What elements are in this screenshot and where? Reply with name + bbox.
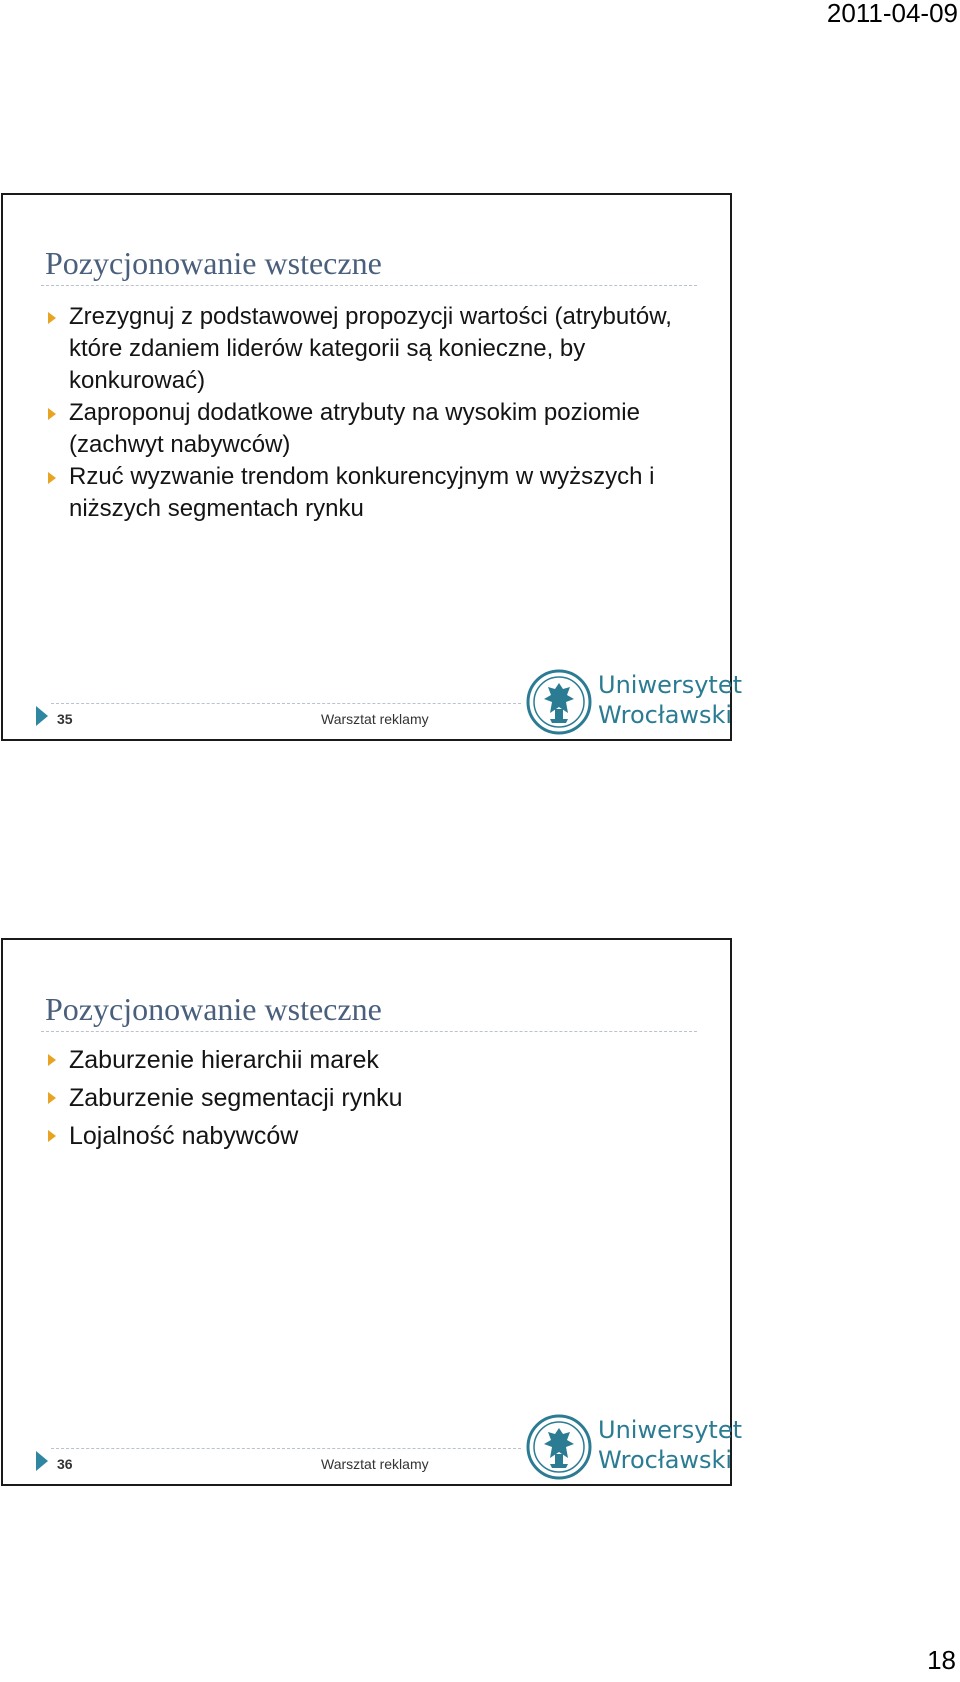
university-logo bbox=[526, 667, 742, 737]
bullet-item: Zaburzenie segmentacji rynku bbox=[45, 1079, 700, 1117]
slide-number: 35 bbox=[57, 711, 73, 727]
slide-number: 36 bbox=[57, 1456, 73, 1472]
logo-text-line-1: Uniwersytet bbox=[598, 1416, 742, 1444]
bullet-icon bbox=[48, 408, 56, 420]
title-divider bbox=[41, 285, 697, 286]
logo-text-line-1: Uniwersytet bbox=[598, 671, 742, 699]
logo-text-line-2: Wrocławski bbox=[598, 701, 733, 729]
bullet-icon bbox=[48, 312, 56, 324]
bullet-list bbox=[45, 301, 700, 525]
footer-divider bbox=[51, 1448, 521, 1449]
page-number: 18 bbox=[927, 1645, 956, 1675]
title-divider bbox=[41, 1031, 697, 1032]
slide-36 bbox=[1, 938, 742, 1486]
slide-35 bbox=[1, 193, 742, 741]
bullet-item: Lojalność nabywców bbox=[45, 1117, 700, 1155]
bullet-item: Zrezygnuj z podstawowej propozycji wartości (atrybutów, które zdaniem liderów kategorii są konieczne, by konkurować) bbox=[45, 301, 700, 397]
footer-divider bbox=[51, 703, 521, 704]
bullet-item: Zaburzenie hierarchii marek bbox=[45, 1041, 700, 1079]
footer-arrow-icon bbox=[36, 1451, 48, 1471]
bullet-item: Zaproponuj dodatkowe atrybuty na wysokim poziomie (zachwyt nabywców) bbox=[45, 397, 700, 461]
bullet-list bbox=[45, 1041, 700, 1155]
university-seal-icon bbox=[526, 669, 592, 735]
footer-text: Warsztat reklamy bbox=[321, 1456, 429, 1472]
bullet-icon bbox=[48, 1092, 56, 1104]
bullet-icon bbox=[48, 1130, 56, 1142]
bullet-item: Rzuć wyzwanie trendom konkurencyjnym w wyższych i niższych segmentach rynku bbox=[45, 461, 700, 525]
footer-arrow-icon bbox=[36, 706, 48, 726]
slide-title: Pozycjonowanie wsteczne bbox=[45, 245, 382, 281]
bullet-icon bbox=[48, 1054, 56, 1066]
bullet-icon bbox=[48, 472, 56, 484]
university-logo bbox=[526, 1412, 742, 1482]
university-seal-icon bbox=[526, 1414, 592, 1480]
footer-text: Warsztat reklamy bbox=[321, 711, 429, 727]
page-date: 2011-04-09 bbox=[826, 0, 958, 28]
slide-title: Pozycjonowanie wsteczne bbox=[45, 991, 382, 1027]
logo-text-line-2: Wrocławski bbox=[598, 1446, 733, 1474]
